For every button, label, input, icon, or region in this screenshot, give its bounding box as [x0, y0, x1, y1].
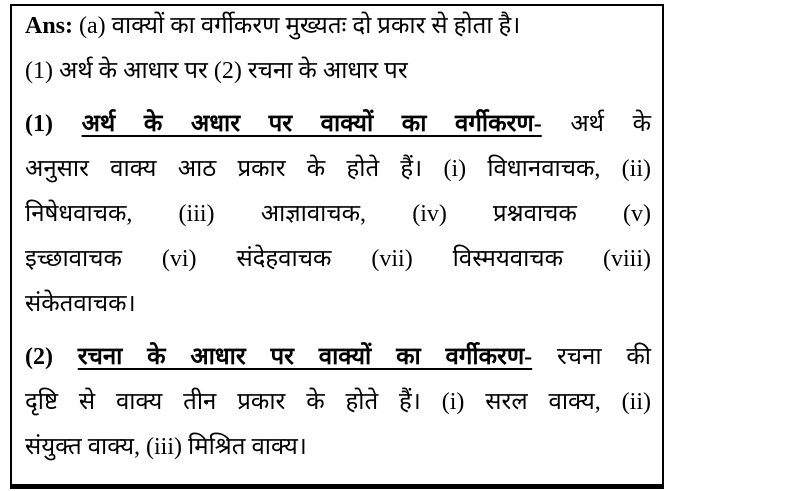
ans-label: Ans:: [25, 13, 74, 39]
section2-line-2: दृष्टि से वाक्य तीन प्रकार के होते हैं। (i) सरल वाक्य, (ii): [25, 389, 651, 415]
section2-heading-line: [25, 335, 651, 380]
section1-number: (1): [25, 111, 53, 137]
section2-number: (2): [25, 344, 53, 370]
answer-content: [25, 4, 651, 470]
section1-line-2: अनुसार वाक्य आठ प्रकार के होते हैं। (i) विधानवाचक, (ii): [25, 156, 651, 182]
answer-intro-text: (a) वाक्यों का वर्गीकरण मुख्यतः दो प्रकार से होता है।: [79, 13, 521, 39]
frame-bottom-rule: [10, 486, 664, 489]
section2-heading: रचना के आधार पर वाक्यों का वर्गीकरण-: [77, 344, 533, 370]
section1-line-3: निषेधवाचक, (iii) आज्ञावाचक, (iv) प्रश्नवाचक (v): [25, 201, 651, 227]
section1-line-5: संकेतवाचक।: [25, 291, 136, 317]
answer-basis-line: (1) अर्थ के आधार पर (2) रचना के आधार पर: [25, 58, 408, 84]
section2-line-3: संयुक्त वाक्य, (iii) मिश्रित वाक्य।: [25, 434, 307, 460]
answer-intro-line: [25, 4, 651, 49]
section1-heading-rest: अर्थ के: [570, 111, 652, 137]
section2-heading-rest: रचना की: [556, 344, 652, 370]
section1-heading: अर्थ के अधार पर वाक्यों का वर्गीकरण-: [81, 111, 542, 137]
section1-heading-line: [25, 102, 651, 147]
section1-line-4: इच्छावाचक (vi) संदेहवाचक (vii) विस्मयवाचक (viii): [25, 246, 651, 272]
